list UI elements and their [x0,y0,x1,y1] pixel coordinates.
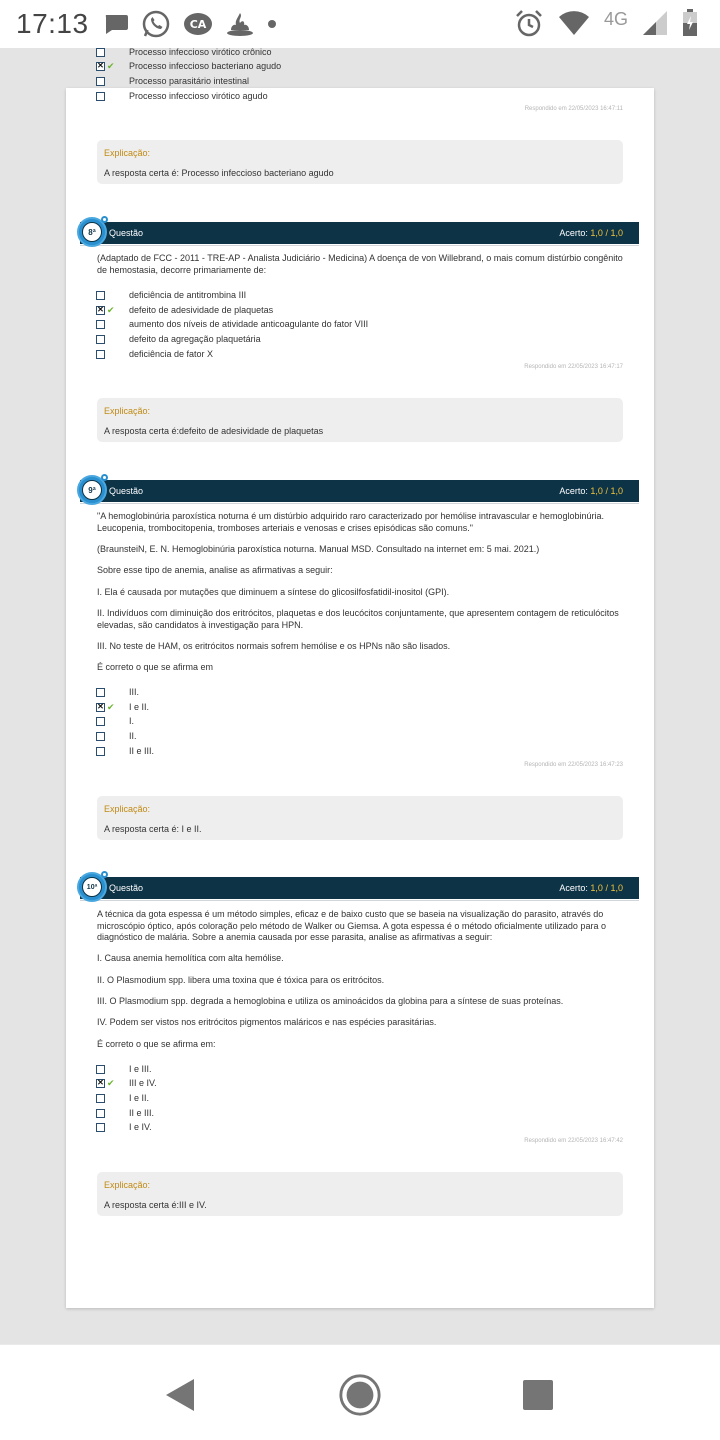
correct-check-icon: ✔ [107,60,115,71]
question-number-badge [77,872,107,902]
explanation-box [97,398,623,442]
back-triangle-icon [162,1377,198,1413]
correct-check-icon: ✔ [107,701,115,712]
q8-option-2[interactable] [96,303,274,317]
svg-text:CA: CA [189,18,206,31]
option-checkbox[interactable] [96,48,105,57]
score-label: Acerto: [559,228,588,238]
question-label: Questão [109,228,144,238]
option-label: defeito da agregação plaquetária [129,334,261,344]
explanation-text: A resposta certa é: Processo infeccioso bacteriano agudo [104,168,334,178]
question-text: II. O Plasmodium spp. libera uma toxina que é tóxica para os eritrócitos. [97,975,385,985]
question-text: I. Ela é causada por mutações que diminuem a síntese do glicosilfosfatidil-inositol (GPI). [97,587,450,597]
q9-option-1[interactable] [96,685,140,699]
option-checkbox[interactable] [96,92,105,101]
recents-button[interactable] [516,1373,560,1417]
option-checkbox[interactable] [96,350,105,359]
score-label: Acerto: [559,883,588,893]
question-score [559,228,623,238]
option-label: Processo infeccioso bacteriano agudo [129,61,282,71]
option-label: I. [129,716,135,726]
score-value: 1,0 [590,228,603,238]
q10-option-3[interactable] [96,1091,150,1105]
option-checkbox-checked[interactable]: ✕ [97,305,104,314]
answered-timestamp: Respondido em 22/05/2023 16:47:23 [524,762,623,768]
question-header-10 [80,877,639,899]
answered-timestamp: Respondido em 22/05/2023 16:47:11 [524,106,623,112]
back-button[interactable] [158,1373,202,1417]
navigation-bar [0,1344,720,1440]
option-checkbox[interactable] [96,1109,105,1118]
q8-option-5[interactable] [96,347,214,361]
question-label: Questão [109,883,144,893]
q7-option-3[interactable] [96,74,250,88]
question-text: III. No teste de HAM, os eritrócitos normais sofrem hemólise e os HPNs não são lisados. [97,641,451,651]
answered-timestamp: Respondido em 22/05/2023 16:47:42 [524,1138,623,1144]
score-label: Acerto: [559,486,588,496]
q10-option-2[interactable] [96,1076,157,1090]
correct-check-icon: ✔ [107,304,115,315]
q10-option-4[interactable] [96,1106,155,1120]
status-time: 17:13 [16,8,89,39]
option-checkbox-checked[interactable]: ✕ [97,702,104,711]
explanation-box [97,140,623,184]
score-sep: / [605,883,608,893]
q10-option-1[interactable] [96,1062,152,1076]
option-label: I e II. [129,702,150,712]
option-label: I e II. [129,1093,150,1103]
explanation-box [97,796,623,840]
option-checkbox-checked[interactable]: ✕ [97,1078,104,1087]
header-underline [80,244,639,246]
option-checkbox[interactable] [96,77,105,86]
question-text: III. O Plasmodium spp. degrada a hemoglobina e utiliza os aminoácidos da globina para a síntese de suas proteínas. [97,996,564,1006]
question-text: "A hemoglobinúria paroxística noturna é um distúrbio adquirido raro caracterizado por hemólise intravascular e hemoglobinúria. Leucopenia, trombocitopenia, tromboses arteriais e venosas e crises episódicas são comuns." [97,511,604,533]
score-value: 1,0 [590,486,603,496]
q8-option-3[interactable] [96,317,369,331]
option-checkbox[interactable] [96,747,105,756]
explanation-title: Explicação: [104,804,151,814]
option-label: III e IV. [129,1078,157,1088]
network-type: 4G [603,9,628,29]
question-label: Questão [109,486,144,496]
option-label: I e IV. [129,1122,152,1132]
question-number: 10ª [82,877,102,897]
explanation-title: Explicação: [104,148,151,158]
option-label: aumento dos níveis de atividade anticoagulante do fator VIII [129,319,369,329]
option-label: I e III. [129,1064,152,1074]
option-checkbox[interactable] [96,1123,105,1132]
q9-option-4[interactable] [96,729,137,743]
option-label: II e III. [129,746,155,756]
recents-square-icon [522,1379,554,1411]
option-checkbox[interactable] [96,291,105,300]
question-text: É correto o que se afirma em [97,662,214,672]
question-text: (BraunsteiN, E. N. Hemoglobinúria paroxística noturna. Manual MSD. Consultado na internet em: 5 mai. 2021.) [97,544,540,554]
option-checkbox[interactable] [96,335,105,344]
option-label: Processo parasitário intestinal [129,76,250,86]
explanation-title: Explicação: [104,406,151,416]
question-score [559,883,623,893]
question-number-badge [77,217,107,247]
score-max: 1,0 [610,883,623,893]
explanation-text: A resposta certa é:defeito de adesividade de plaquetas [104,426,324,436]
question-text: II. Indivíduos com diminuição dos eritrócitos, plaquetas e dos leucócitos conjuntamente, que apresentem contagem de reticulócitos elevadas, são candidatos à investigação para HPN. [97,608,619,630]
question-header-9 [80,480,639,502]
question-number-badge [77,475,107,505]
option-label: II. [129,731,137,741]
explanation-text: A resposta certa é: I e II. [104,824,202,834]
home-circle-icon [338,1372,382,1418]
option-label: defeito de adesividade de plaquetas [129,305,274,315]
badge-dot-icon [101,474,108,481]
score-max: 1,0 [610,228,623,238]
home-button[interactable] [338,1373,382,1417]
q7-option-4[interactable] [96,89,268,103]
question-number: 9ª [82,480,102,500]
badge-dot-icon [101,216,108,223]
header-underline [80,502,639,504]
option-label: deficiência de fator X [129,349,214,359]
answered-timestamp: Respondido em 22/05/2023 16:47:17 [524,364,623,370]
q9-option-3[interactable] [96,714,135,728]
explanation-title: Explicação: [104,1180,151,1190]
option-label: II e III. [129,1108,155,1118]
q8-option-1[interactable] [96,288,247,302]
question-text: É correto o que se afirma em: [97,1039,216,1049]
question-header-8 [80,222,639,244]
score-max: 1,0 [610,486,623,496]
question-text: I. Causa anemia hemolítica com alta hemólise. [97,953,284,963]
question-text: Sobre esse tipo de anemia, analise as afirmativas a seguir: [97,565,333,575]
question-text: (Adaptado de FCC - 2011 - TRE-AP - Analista Judiciário - Medicina) A doença de von Willebrand, o mais comum distúrbio congênito de hemostasia, decorre primariamente de: [97,253,623,275]
option-checkbox[interactable] [96,320,105,329]
option-checkbox[interactable] [96,1094,105,1103]
badge-dot-icon [101,871,108,878]
q7-option-1[interactable] [96,45,272,59]
score-sep: / [605,228,608,238]
explanation-text: A resposta certa é:III e IV. [104,1200,207,1210]
option-label: Processo infeccioso virótico agudo [129,91,268,101]
explanation-box [97,1172,623,1216]
score-value: 1,0 [590,883,603,893]
q7-option-2[interactable] [96,59,282,73]
option-label: deficiência de antitrombina III [129,290,247,300]
q8-option-4[interactable] [96,332,261,346]
question-score [559,486,623,496]
header-underline [80,899,639,901]
option-checkbox[interactable] [96,688,105,697]
score-sep: / [605,486,608,496]
question-text: A técnica da gota espessa é um método simples, eficaz e de baixo custo que se baseia na visualização do parasito, através do microscópio óptico, após coloração pelo método de Walker ou Giemsa. A gota espessa é o método oficialmente utilizado para o diagnóstico de malária. Sobre a anemia causada por esse parasita, analise as afirmativas a seguir: [97,909,606,942]
option-checkbox[interactable] [96,717,105,726]
question-number: 8ª [82,222,102,242]
option-checkbox[interactable] [96,1065,105,1074]
option-label: Processo infeccioso virótico crônico [129,47,272,57]
correct-check-icon: ✔ [107,1077,115,1088]
q10-option-5[interactable] [96,1120,152,1134]
option-label: III. [129,687,140,697]
option-checkbox-checked[interactable]: ✕ [97,61,104,70]
q9-option-5[interactable] [96,744,155,758]
question-text: IV. Podem ser vistos nos eritrócitos pigmentos maláricos e nas espécies parasitárias. [97,1017,437,1027]
option-checkbox[interactable] [96,732,105,741]
q9-option-2[interactable] [96,700,150,714]
